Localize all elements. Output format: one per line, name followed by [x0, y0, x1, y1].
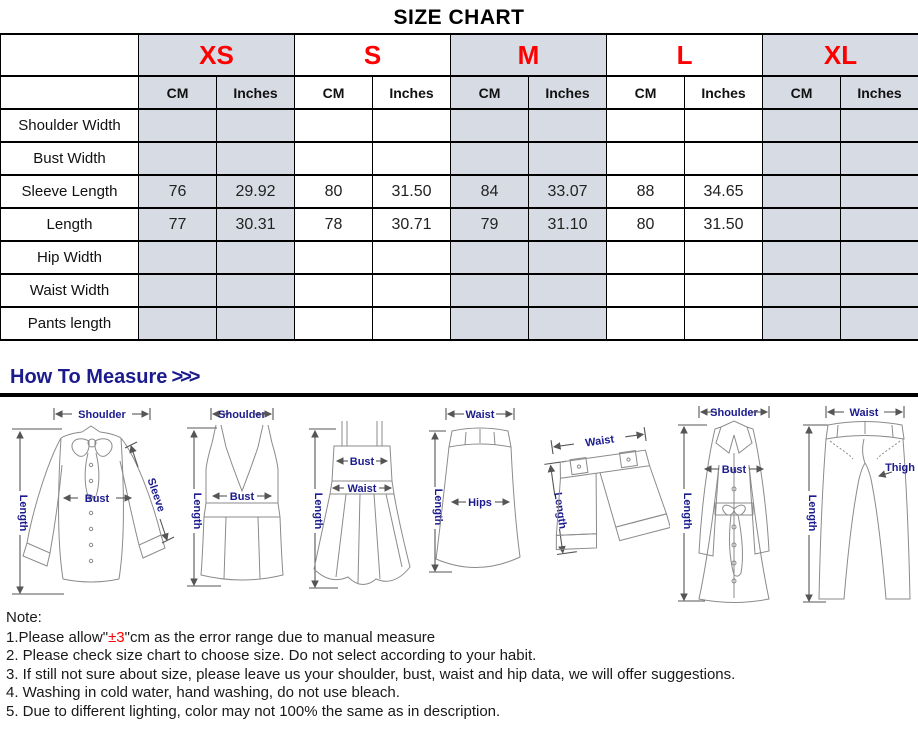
table-row-bust-width — [1, 142, 918, 175]
cell: 30.71 — [373, 208, 451, 241]
cell — [217, 274, 295, 307]
cell — [763, 274, 841, 307]
thigh-label: Thigh — [885, 462, 915, 474]
cell: 31.10 — [529, 208, 607, 241]
tank-top-diagram — [181, 401, 303, 607]
cell: 31.50 — [685, 208, 763, 241]
table-row-length — [1, 208, 918, 241]
cell — [295, 109, 373, 142]
measure-diagrams — [0, 397, 918, 605]
cell — [295, 307, 373, 340]
length-label: Length — [551, 491, 569, 530]
cell — [841, 208, 918, 241]
bust-label: Bust — [722, 464, 747, 476]
cell — [139, 142, 217, 175]
row-label: Sleeve Length — [1, 175, 139, 208]
cell — [451, 109, 529, 142]
row-label: Bust Width — [1, 142, 139, 175]
cell — [607, 274, 685, 307]
notes-section — [0, 605, 918, 722]
cell — [607, 241, 685, 274]
cell — [451, 307, 529, 340]
cell — [451, 274, 529, 307]
cell: 29.92 — [217, 175, 295, 208]
cell — [373, 307, 451, 340]
cell: 84 — [451, 175, 529, 208]
unit-header-cm: CM — [139, 76, 217, 109]
cell — [607, 307, 685, 340]
unit-header-inches: Inches — [217, 76, 295, 109]
shoulder-label: Shoulder — [217, 409, 266, 421]
hips-label: Hips — [468, 497, 492, 509]
cell — [763, 208, 841, 241]
table-row-shoulder-width — [1, 109, 918, 142]
cell: 80 — [295, 175, 373, 208]
cell — [217, 142, 295, 175]
size-header-s: S — [295, 34, 451, 76]
length-label: Length — [805, 494, 818, 532]
notes-heading: Note: — [6, 609, 42, 626]
size-header-m: M — [451, 34, 607, 76]
note-line-5: 5. Due to different lighting, color may not 100% the same as in description. — [6, 702, 501, 720]
note-line-4: 4. Washing in cold water, hand washing, do not use bleach. — [6, 684, 400, 702]
cell: 76 — [139, 175, 217, 208]
cell — [451, 142, 529, 175]
size-table — [0, 33, 918, 341]
cell — [841, 109, 918, 142]
cell — [295, 274, 373, 307]
cell — [763, 109, 841, 142]
corner-cell — [1, 76, 139, 109]
cell — [607, 109, 685, 142]
cell — [841, 274, 918, 307]
skirt-diagram — [426, 401, 528, 607]
size-header-xl: XL — [763, 34, 918, 76]
note-line-1: 1.Please allow"±3"cm as the error range due to manual measure — [6, 628, 436, 646]
length-label: Length — [312, 492, 325, 530]
row-label: Length — [1, 208, 139, 241]
waist-label: Waist — [347, 483, 377, 495]
length-label: Length — [431, 488, 444, 526]
size-header-l: L — [607, 34, 763, 76]
unit-header-cm: CM — [295, 76, 373, 109]
coat-diagram — [671, 401, 796, 607]
pants-diagram — [798, 401, 916, 607]
size-header-row — [1, 34, 918, 76]
slip-dress-diagram — [304, 401, 424, 607]
cell — [529, 241, 607, 274]
cell: 34.65 — [685, 175, 763, 208]
length-label: Length — [190, 492, 203, 530]
unit-header-cm: CM — [607, 76, 685, 109]
cell — [763, 175, 841, 208]
cell: 30.31 — [217, 208, 295, 241]
cell — [685, 274, 763, 307]
cell — [373, 109, 451, 142]
unit-header-cm: CM — [451, 76, 529, 109]
waist-label: Waist — [584, 433, 615, 450]
note-line-3: 3. If still not sure about size, please leave us your shoulder, bust, waist and hip data, we will offer suggestions. — [6, 665, 736, 683]
cell — [139, 109, 217, 142]
cell: 80 — [607, 208, 685, 241]
cell: 78 — [295, 208, 373, 241]
corner-cell — [1, 34, 139, 76]
row-label: Shoulder Width — [1, 109, 139, 142]
cell — [529, 274, 607, 307]
cell — [607, 142, 685, 175]
unit-header-cm: CM — [763, 76, 841, 109]
table-row-sleeve-length — [1, 175, 918, 208]
cell — [139, 307, 217, 340]
table-row-waist-width — [1, 274, 918, 307]
sleeve-label: Sleeve — [144, 476, 168, 514]
note-line-2: 2. Please check size chart to choose size. Do not select according to your habit. — [6, 647, 537, 665]
cell — [763, 307, 841, 340]
bust-label: Bust — [350, 456, 375, 468]
cell — [139, 241, 217, 274]
page-title: SIZE CHART — [393, 6, 525, 29]
cell — [841, 307, 918, 340]
row-label: Waist Width — [1, 274, 139, 307]
blouse-diagram — [4, 401, 179, 607]
cell — [373, 142, 451, 175]
cell — [529, 307, 607, 340]
how-to-measure-row — [0, 366, 918, 390]
cell — [373, 274, 451, 307]
cell — [217, 109, 295, 142]
length-label: Length — [17, 494, 29, 532]
unit-header-inches: Inches — [529, 76, 607, 109]
cell — [529, 109, 607, 142]
shoulder-label: Shoulder — [78, 409, 126, 421]
cell — [685, 307, 763, 340]
cell: 79 — [451, 208, 529, 241]
shorts-diagram — [530, 401, 670, 607]
cell — [529, 142, 607, 175]
cell — [295, 241, 373, 274]
cell — [763, 142, 841, 175]
cell — [685, 142, 763, 175]
row-label: Pants length — [1, 307, 139, 340]
how-to-measure-heading: How To Measure >>> — [10, 366, 198, 388]
row-label: Hip Width — [1, 241, 139, 274]
waist-label: Waist — [465, 409, 495, 421]
unit-header-inches: Inches — [841, 76, 918, 109]
table-row-pants-length — [1, 307, 918, 340]
cell — [295, 142, 373, 175]
waist-label: Waist — [849, 407, 879, 419]
cell — [763, 241, 841, 274]
chevrons-icon: >>> — [171, 366, 198, 388]
cell — [841, 142, 918, 175]
cell: 33.07 — [529, 175, 607, 208]
cell: 88 — [607, 175, 685, 208]
cell — [685, 241, 763, 274]
cell — [685, 109, 763, 142]
unit-header-inches: Inches — [685, 76, 763, 109]
cell — [451, 241, 529, 274]
table-row-hip-width — [1, 241, 918, 274]
cell — [139, 274, 217, 307]
bust-label: Bust — [84, 493, 110, 505]
cell — [841, 175, 918, 208]
cell — [841, 241, 918, 274]
cell — [217, 241, 295, 274]
unit-header-inches: Inches — [373, 76, 451, 109]
bust-label: Bust — [229, 491, 254, 503]
error-range-value: ±3 — [108, 628, 125, 646]
cell — [217, 307, 295, 340]
cell — [373, 241, 451, 274]
cell: 77 — [139, 208, 217, 241]
unit-header-row — [1, 76, 918, 109]
cell: 31.50 — [373, 175, 451, 208]
length-label: Length — [681, 492, 694, 530]
shoulder-label: Shoulder — [710, 407, 759, 419]
size-header-xs: XS — [139, 34, 295, 76]
